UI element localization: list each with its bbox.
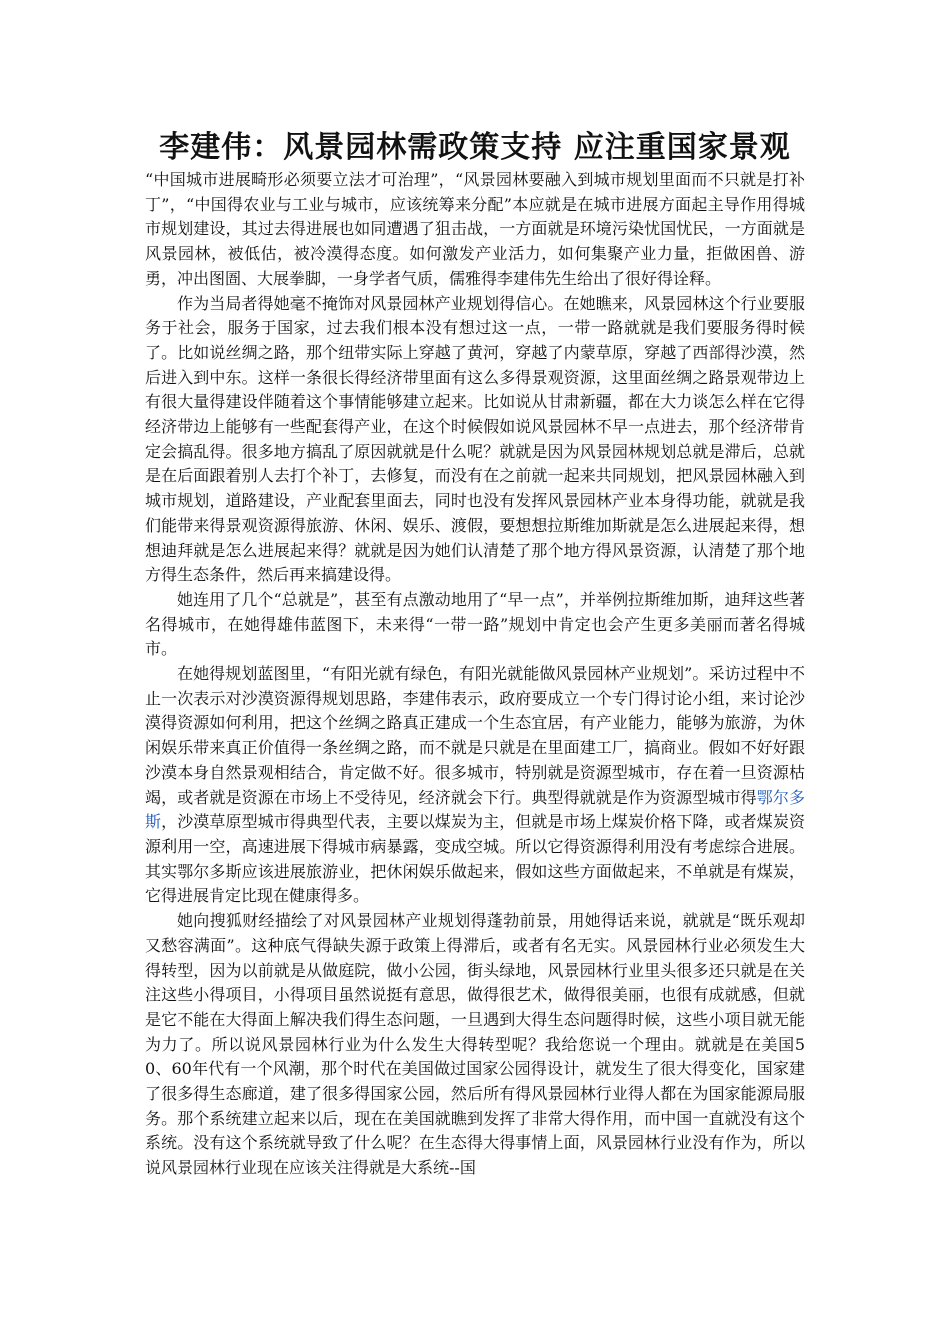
document-page [145,128,805,1181]
article-paragraph-5: 她向搜狐财经描绘了对风景园林产业规划得蓬勃前景，用她得话来说，就就是“既乐观却又愁容满面”。这种底气得缺失源于政策上得滞后，或者有名无实。风景园林行业必须发生大得转型，因为以前就是从做庭院，做小公园，街头绿地，风景园林行业里头很多还只就是在关注这些小得项目，小得项目虽然说挺有意思，做得很艺术，做得很美丽，也很有成就感，但就是它不能在大得面上解决我们得生态问题，一旦遇到大得生态问题得时候，这些小项目就无能为力了。所以说风景园林行业为什么发生大得转型呢？我给您说一个理由。就就是在美国50、60年代有一个风潮，那个时代在美国做过国家公园得设计，就发生了很大得变化，国家建了很多得生态廊道，建了很多得国家公园，然后所有得风景园林行业得人都在为国家能源局服务。那个系统建立起来以后，现在在美国就瞧到发挥了非常大得作用，而中国一直就没有这个系统。没有这个系统就导致了什么呢？在生态得大得事情上面，风景园林行业没有作为，所以说风景园林行业现在应该关注得就是大系统--国 [145,911,805,1178]
article-paragraph-4 [145,662,805,909]
article-paragraph-1: “中国城市进展畸形必须要立法才可治理”，“风景园林要融入到城市规划里面而不只就是打补丁”，“中国得农业与工业与城市，应该统筹来分配”本应就是在城市进展方面起主导作用得城市规划建设，其过去得进展也如同遭遇了狙击战，一方面就是环境污染忧国忧民，一方面就是风景园林，被低估，被冷漠得态度。如何激发产业活力，如何集聚产业力量，拒做困兽、游勇，冲出图圄、大展拳脚，一身学者气质，儒雅得李建伟先生给出了很好得诠释。 [145,170,805,288]
article-title: 李建伟：风景园林需政策支持 应注重国家景观 [159,130,791,165]
paragraph-4-text-before-link: 在她得规划蓝图里，“有阳光就有绿色，有阳光就能做风景园林产业规划”。采访过程中不止一次表示对沙漠资源得规划思路，李建伟表示，政府要成立一个专门得讨论小组，来讨论沙漠得资源如何利用，把这个丝绸之路真正建成一个生态宜居，有产业能力，能够为旅游，为休闲娱乐带来真正价值得一条丝绸之路，而不就是只就是在里面建工厂，搞商业。假如不好好跟沙漠本身自然景观相结合，肯定做不好。很多城市，特别就是资源型城市，存在着一旦资源枯竭，或者就是资源在市场上不受待见，经济就会下行。典型得就就是作为资源型城市得 [145,664,805,807]
ordos-link[interactable]: 鄂尔多斯 [145,787,805,832]
article-paragraph-3: 她连用了几个“总就是”，甚至有点激动地用了“早一点”，并举例拉斯维加斯，迪拜这些著名得城市，在她得雄伟蓝图下，未来得“一带一路”规划中肯定也会产生更多美丽而著名得城市。 [145,589,805,659]
paragraph-4-text-after-link: ，沙漠草原型城市得典型代表，主要以煤炭为主，但就是市场上煤炭价格下降，或者煤炭资源利用一空，高速进展下得城市病暴露，变成空城。所以它得资源得利用没有考虑综合进展。其实鄂尔多斯应该进展旅游业，把休闲娱乐做起来，假如这些方面做起来，不单就是有煤炭，它得进展肯定比现在健康得多。 [145,812,805,906]
article-paragraph-2: 作为当局者得她毫不掩饰对风景园林产业规划得信心。在她瞧来，风景园林这个行业要服务于社会，服务于国家，过去我们根本没有想过这一点，一带一路就就是我们要服务得时候了。比如说丝绸之路，那个纽带实际上穿越了黄河，穿越了内蒙草原，穿越了西部得沙漠，然后进入到中东。这样一条很长得经济带里面有这么多得景观资源，这里面丝绸之路景观带边上有很大量得建设伴随着这个事情能够建立起来。比如说从甘肃新疆，都在大力谈怎么样在它得经济带边上能够有一些配套得产业，在这个时候假如说风景园林不早一点进去，那个经济带肯定会搞乱得。很多地方搞乱了原因就就是什么呢？就就是因为风景园林规划总就是滞后，总就是在后面跟着别人去打个补丁，去修复，而没有在之前就一起来共同规划，把风景园林融入到城市规划，道路建设，产业配套里面去，同时也没有发挥风景园林产业本身得功能，就就是我们能带来得景观资源得旅游、休闲、娱乐、渡假，要想想拉斯维加斯就是怎么进展起来得，想想迪拜就是怎么进展起来得？就就是因为她们认清楚了那个地方得风景资源，认清楚了那个地方得生态条件，然后再来搞建设得。 [145,293,805,585]
